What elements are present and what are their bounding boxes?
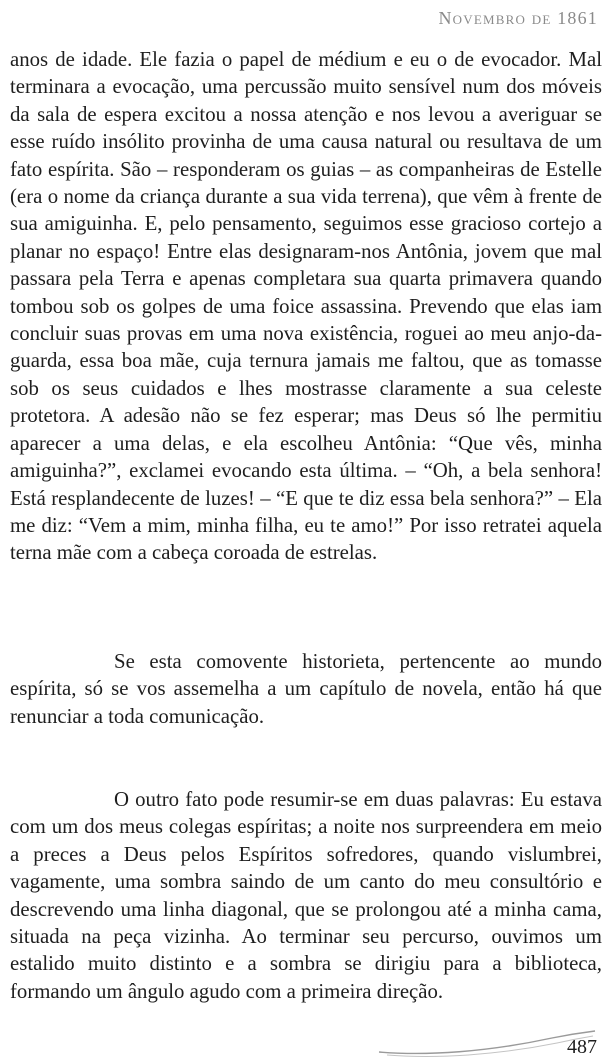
page-number: 487 — [567, 1036, 597, 1058]
body-paragraph-3: O outro fato pode resumir-se em duas palavras: Eu estava com um dos meus colegas espíritas; a noite nos surpreendera em meio a preces a Deus pelos Espíritos sofredores, quando vislumbrei, vagamente, uma sombra saindo de um canto do meu consultório e descrevendo uma linha diagonal, que se prolongou até a minha cama, situada na peça vizinha. Ao terminar seu percurso, ouvimos um estalido muito distinto e a sombra se dirigiu para a biblioteca, formando um ângulo agudo com a primeira direção. — [10, 788, 602, 1003]
body-paragraph-1: anos de idade. Ele fazia o papel de médium e eu o de evocador. Mal terminara a evocação, uma percussão muito sensível num dos móveis da sala de espera excitou a nossa atenção e nos levou a averiguar se esse ruído insólito provinha de uma causa natural ou resultava de um fato espírita. São – responderam os guias – as companheiras de Estelle (era o nome da criança durante a sua vida terrena), que vêm à frente de sua amiguinha. E, pelo pensamento, seguimos esse gracioso cortejo a planar no espaço! Entre elas designaram-nos Antônia, jovem que mal passara pela Terra e apenas completara sua quarta primavera quando tombou sob os golpes de uma foice assassina. Prevendo que elas iam concluir suas provas em uma nova existência, roguei ao meu anjo-da-guarda, essa boa mãe, cuja ternura jamais me faltou, que as tomasse sob os seus cuidados e lhes mostrasse claramente a sua celeste protetora. A adesão não se fez esperar; mas Deus só lhe permitiu aparecer a uma delas, e ela escolheu Antônia: “Que vês, minha amiguinha?”, exclamei evocando esta última. – “Oh, a bela senhora! Está resplandecente de luzes! – “E que te diz essa bela senhora?” – Ela me diz: “Vem a mim, minha filha, eu te amo!” Por isso retratei aquela terna mãe com a cabeça coroada de estrelas. — [10, 48, 602, 565]
body-paragraph-2: Se esta comovente historieta, pertencente ao mundo espírita, só se vos assemelha a um capítulo de novela, então há que renunciar a toda comunicação. — [10, 650, 602, 728]
swoosh-ornament-icon — [377, 1026, 597, 1060]
running-head: Novembro de 1861 — [438, 8, 598, 28]
